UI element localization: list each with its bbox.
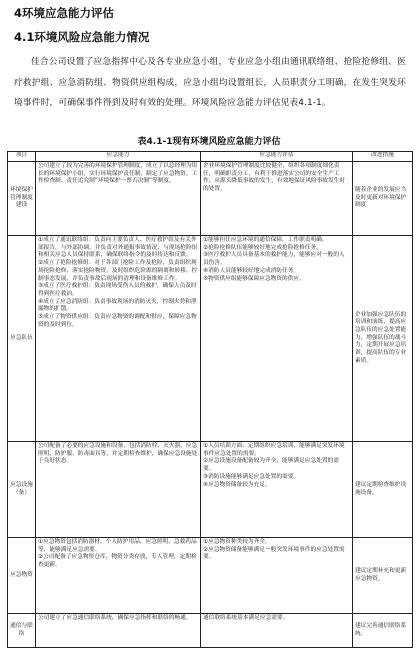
table-row-management xyxy=(8,162,413,236)
capability-facility: 公司配备了必要的应急设施和设备，包括消防栓、灭火器、应急照明、防护服、防毒面具等，并定期检查维护，确保应急设施处于良好状态。 xyxy=(36,442,201,538)
category-team: 应急队伍 xyxy=(8,236,36,442)
capability-team xyxy=(36,236,201,442)
table-row-team xyxy=(8,236,413,442)
assessment-supplies xyxy=(201,538,353,614)
table-row-facility xyxy=(8,442,413,538)
capability-supplies xyxy=(36,538,201,614)
measures-facility: 建议定期检查维护设施设备。 xyxy=(353,442,413,538)
capability-management: 公司建立了较为完善的环境保护管理制度，成立了以总经理为组长的环境保护小组，实行环境保护责任制，制定了应急物资、工作检查制、责任追究制”环境保护一票否决制”等制度。 xyxy=(36,162,201,236)
measures-supplies: 建议定期补充和更新应急物资。 xyxy=(353,538,413,614)
capability-table xyxy=(7,151,413,648)
assessment-team-item: ①能够担任应急环境的通信保障，工作职责明确。 xyxy=(203,237,328,243)
category-supplies: 应急物资 xyxy=(8,538,36,614)
capability-team-item: ⑤成立了物资供应组：负责应急物资的调配和供应，保障应急物资的及时到位。 xyxy=(38,314,197,328)
category-management: 环境保护管理制度建设 xyxy=(8,162,36,236)
assessment-team xyxy=(201,236,353,442)
section-heading: 4环境应急能力评估 xyxy=(14,6,115,20)
header-item: 项目 xyxy=(8,152,36,162)
header-measures: 改进措施 xyxy=(353,152,413,162)
table-row-supplies xyxy=(8,538,413,614)
capability-team-item: ④成立了应急消防组：负责事故现场的消防灭火，控制火势和泄漏物的扩散。 xyxy=(38,298,197,313)
category-facility: 应急设施（备） xyxy=(8,442,36,538)
measures-communication: 建议完善通信联络系统。 xyxy=(353,614,413,648)
assessment-team-item: ②抢险抢修队伍能够较好地完成抢险抢修任务。 xyxy=(203,244,322,251)
table-header-row xyxy=(8,152,413,162)
assessment-facility-item: ④应急物资储备较为充足。 xyxy=(203,481,271,488)
header-assessment: 应急能力评估 xyxy=(201,152,353,162)
subsection-heading: 4.1环境风险应急能力情况 xyxy=(14,30,150,44)
capability-communication: 公司建立了应急通信联络系统，确保应急指挥和联络的畅通。 xyxy=(36,614,201,648)
header-capability: 应急能力 xyxy=(36,152,201,162)
assessment-management: 企业环境保护管理制度比较健全，组织各项制度细化责任，明确职责分工，有利于推进落实公司的安全生产工作，从源头降低事故的发生，有效地保证风险事故发生时的处置。 xyxy=(201,162,353,236)
table-caption: 表4.1-1现有环境风险应急能力评估 xyxy=(137,137,281,147)
assessment-facility-item: ③消防设施能够满足应急处置的需要。 xyxy=(203,473,300,480)
category-communication: 通信与联络 xyxy=(8,614,36,648)
assessment-supplies-item: ②应急物资储备能够满足一般突发环境事件的应急处置需要。 xyxy=(203,546,345,561)
intro-paragraph: 佳合公司设置了应急指挥中心及各专业应急小组，专业应急小组由通讯联络组、抢险抢修组、医疗救护组、应急消防组、物资供应组构成，应急小组均设置组长，人员职责分工明确，在发生突发环境事件时，可确保事件得到及时有效的处理。环境风险应急能力评估见表4.1-1。 xyxy=(14,57,406,108)
capability-supplies-item: ②公司配备了应急物资仓库，物资分类存放，专人管理，定期检查更新。 xyxy=(38,554,197,569)
capability-supplies-item: ①应急物资包括消防器材、个人防护用品、应急照明、急救药品等，能够满足应急需要。 xyxy=(38,539,197,553)
measures-team: 企业加强应急队伍的培训和演练，提高应急队伍的应急处置能力，增强队伍的战斗力，定期开展应急培训，提高队伍的专业素质。 xyxy=(353,236,413,442)
capability-team-item: ③成立了医疗救护组：负责现场受伤人员的救护，确保人员及时得到医疗救治。 xyxy=(38,283,197,297)
assessment-team-item: ④消防人员能够较好地完成消防任务。 xyxy=(203,267,300,274)
assessment-team-item: ③医疗救护人员具备基本的救护能力，能够应对一般的人员伤害。 xyxy=(203,252,345,267)
assessment-supplies-item: ①应急物资种类较为齐全。 xyxy=(203,539,271,545)
assessment-facility xyxy=(201,442,353,538)
assessment-team-item: ⑤物资供应组能够保障应急物资的供应。 xyxy=(203,275,305,282)
measures-management: 随着企业的发展应当及时更新对环境保护制度 xyxy=(353,162,413,236)
assessment-communication: 通信联络系统基本满足应急需要。 xyxy=(201,614,353,648)
capability-team-item: ①成立了通讯联络组：负责向主要负责人、医疗救护组及有关外部报告，与外部协调，并负责对外通报事故情况；与现场抢险组和相关应急人员保持联系，确保联络指令的及时传达和反馈。 xyxy=(38,237,198,259)
assessment-facility-item: ①人员培训方面：定期组织应急培训，能够满足突发环境事件应急处置的需要。 xyxy=(203,443,345,457)
assessment-facility-item: ②应急设施设备配备较为齐全，能够满足应急处置的需要。 xyxy=(203,458,339,473)
capability-team-item: ②成立了抢险抢修组：对于各部门抢险工作及抢险，负责组织现场抢险抢修，落实抢险物资，及时组织危险源的隔离和转移，控制事态发展，并负责事故后现场的清理和设备维修工作。 xyxy=(38,260,198,282)
table-row-communication xyxy=(8,614,413,648)
